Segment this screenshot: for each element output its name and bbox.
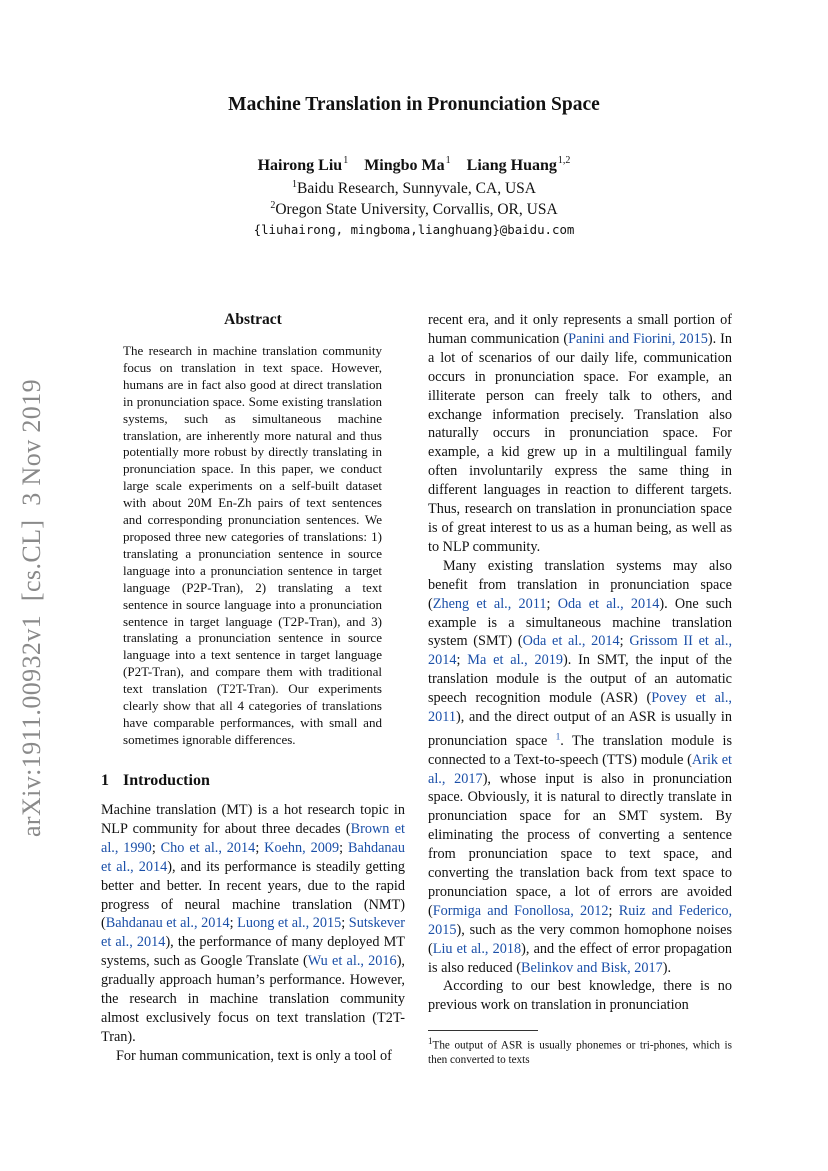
intro-paragraph-2-continued: recent era, and it only represents a small portion of human communication (Panini and Fiorini, 2015). In a lot of scenarios of our daily life, communication occurs in pronunciation space. For example, an illiterate person can freely talk to others, and exchange information precisely. Translation also naturally occurs in pronunciation space. For example, a kid grew up in a multilingual family often involuntarily express the same thing in different languages in reaction to different targets. Thus, research on translation in pronunciation space is of great interest to us as a human being, as well as to NLP community.	[428, 312, 732, 555]
arxiv-stamp: arXiv:1911.00932v1 [cs.CL] 3 Nov 2019	[17, 378, 46, 838]
author-list	[0, 155, 828, 175]
citation-link[interactable]: Brown et al., 1990	[101, 820, 405, 856]
citation-link[interactable]: Bahdanau et al., 2014	[101, 839, 405, 875]
author-1: Hairong Liu$^1$	[257, 155, 349, 174]
citation-link[interactable]: Belinkov and Bisk, 2017	[521, 959, 663, 976]
affiliation-2: $^2$Oregon State University, Corvallis, OR, USA	[270, 200, 558, 218]
abstract-heading: Abstract	[224, 311, 282, 328]
citation-link[interactable]: Sutskever et al., 2014	[101, 915, 405, 951]
section-heading-introduction: 1 Introduction	[101, 772, 210, 789]
affiliation-1: $^1$Baidu Research, Sunnyvale, CA, USA	[292, 179, 536, 197]
citation-link[interactable]: Wu et al., 2016	[307, 953, 397, 970]
citation-link[interactable]: Panini and Fiorini, 2015	[568, 330, 708, 347]
citation-link[interactable]: Oda et al., 2014	[557, 595, 660, 612]
footnote-ref[interactable]: 1	[555, 730, 561, 741]
citation-link[interactable]: Bahdanau et al., 2014	[105, 915, 230, 932]
author-3: Liang Huang$^{1,2}$	[466, 155, 571, 174]
citation-link[interactable]: Liu et al., 2018	[432, 940, 522, 957]
citation-link[interactable]: Povey et al., 2011	[428, 690, 732, 726]
citation-link[interactable]: Oda et al., 2014	[522, 633, 620, 650]
footnote-1: $^1$The output of ASR is usually phonemes or tri-phones, which is then converted to texts	[428, 1036, 732, 1066]
citation-link[interactable]: Zheng et al., 2011	[432, 595, 547, 612]
citation-link[interactable]: Formiga and Fonollosa, 2012	[432, 902, 609, 919]
right-column-body	[428, 311, 732, 1015]
citation-link[interactable]: Ma et al., 2019	[467, 652, 563, 669]
citation-link[interactable]: Grissom II et al., 2014	[428, 633, 733, 669]
intro-paragraph-1: Machine translation (MT) is a hot research topic in NLP community for about three decades (Brown et al., 1990; Cho et al., 2014; Koehn, 2009; Bahdanau et al., 2014), and its performance is steadily getting better and better. In recent years, due to the rapid progress of neural machine translation (NMT) (Bahdanau et al., 2014; Luong et al., 2015; Sutskever et al., 2014), the performance of many deployed MT systems, such as Google Translate (Wu et al., 2016), gradually approach human’s performance. However, the research in machine translation community almost exclusively focus on text translation (T2T-Tran).	[101, 802, 405, 1045]
author-email[interactable]: {liuhairong, mingboma,lianghuang}@baidu.com	[253, 222, 575, 237]
citation-link[interactable]: Ruiz and Federico, 2015	[428, 902, 733, 938]
author-2: Mingbo Ma$^1$	[364, 155, 451, 174]
intro-paragraph-4: According to our best knowledge, there is no previous work on translation in pronunciation	[428, 978, 732, 1014]
abstract-body: The research in machine translation community focus on translation in text space. However, humans are in fact also good at direct translation in pronunciation space. Some existing translation systems, such as simultaneous machine translation, are inherently more natural and thus potentially more robust by directly translating in pronunciation space. In this paper, we conduct large scale experiments on a self-built dataset with about 20M En-Zh pairs of text sentences and corresponding pronunciation sentences. We proposed three new categories of translations: 1) translating a pronunciation sentence in source language into a pronunciation sentence in target language (P2P-Tran), 2) translating a text sentence in source language into a pronunciation sentence in target language (T2P-Tran), and 3) translating a pronunciation sentence in source language into a text sentence in target language (P2T-Tran), and compare them with traditional text translation (T2T-Tran). Our experiments clearly show that all 4 categories of translations have comparable performances, with small and sometimes ignorable differences.	[123, 343, 382, 747]
citation-link[interactable]: Cho et al., 2014	[160, 839, 256, 856]
left-column-body	[101, 801, 405, 1066]
intro-paragraph-2: For human communication, text is only a tool of	[116, 1047, 392, 1064]
citation-link[interactable]: Koehn, 2009	[264, 839, 340, 856]
citation-link[interactable]: Arik et al., 2017	[428, 751, 733, 787]
intro-paragraph-3: Many existing translation systems may also benefit from translation in pronunciation space (Zheng et al., 2011; Oda et al., 2014). One such example is a simultaneous machine translation system (SMT) (Oda et al., 2014; Grissom II et al., 2014; Ma et al., 2019). In SMT, the input of the translation module is the output of an automatic speech recognition module (ASR) (Povey et al., 2011), and the direct output of an ASR is usually in pronunciation space $^1$. The translation module is connected to a Text-to-speech (TTS) module (Arik et al., 2017), whose input is also in pronunciation space. Obviously, it is natural to directly translate in pronunciation space for an SMT system. By eliminating the process of converting a sentence from pronunciation space to text space, and converting the translation back from text space to pronunciation space, a lot of errors are avoided (Formiga and Fonollosa, 2012; Ruiz and Federico, 2015), such as the very common homophone noises (Liu et al., 2018), and the effect of error propagation is also reduced (Belinkov and Bisk, 2017).	[428, 557, 733, 976]
paper-title: Machine Translation in Pronunciation Space	[228, 94, 600, 115]
citation-link[interactable]: Luong et al., 2015	[237, 915, 342, 932]
footnote-rule	[428, 1030, 538, 1031]
